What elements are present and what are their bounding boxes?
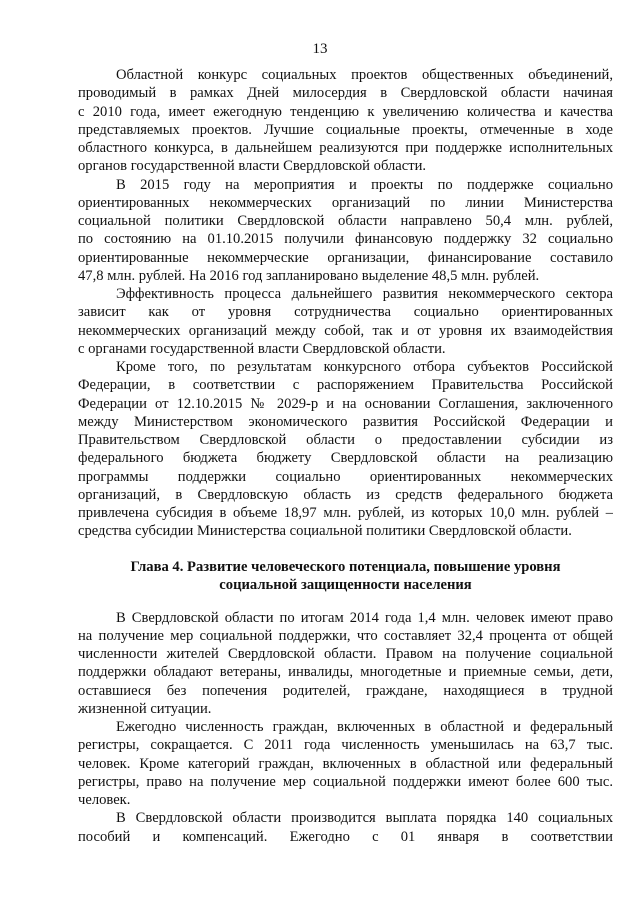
paragraph-line: федерального бюджета бюджету Свердловской области на реализацию	[78, 450, 613, 467]
paragraph-line: регистры, сокращается. С 2011 года численность уменьшилась на 63,7 тыс.	[78, 737, 613, 754]
paragraph-line: человек.	[78, 792, 131, 808]
paragraph	[78, 176, 613, 286]
paragraph-line: человек. Кроме категорий граждан, включенных в областной или федеральный	[78, 755, 613, 772]
paragraph	[78, 66, 613, 176]
document-body	[78, 66, 613, 846]
paragraph-line: Областной конкурс социальных проектов общественных объединений,	[116, 67, 613, 83]
paragraph-line: В Свердловской области производится выплата порядка 140 социальных	[116, 810, 613, 827]
paragraph-line: между Министерством экономического развития Российской Федерации и	[78, 413, 613, 430]
paragraph-line: зависит как от уровня сотрудничества социально ориентированных	[78, 304, 613, 321]
paragraph-line: некоммерческих организаций между собой, так и от уровня их взаимодействия	[78, 322, 613, 339]
paragraph-line: Федерации от 12.10.2015 № 2029-р и на основании Соглашения, заключенного	[78, 395, 613, 412]
paragraph-line: на получение мер социальной поддержки, что составляет 32,4 процента от общей	[78, 627, 613, 644]
paragraph-line: регистры, право на получение мер социальной поддержки имеют более 600 тыс.	[78, 773, 613, 790]
paragraph-line: Правительством Свердловской области о предоставлении субсидии из	[78, 432, 613, 448]
paragraph-line: оставшиеся без попечения родителей, граждане, находящиеся в трудной	[78, 682, 613, 699]
chapter-heading-line-1: Глава 4. Развитие человеческого потенциала, повышение уровня	[130, 558, 561, 575]
paragraph-line: с 2010 года, имеет ежегодную тенденцию к увеличению количества и качества	[78, 103, 613, 120]
paragraph-line: Эффективность процесса дальнейшего развития некоммерческого сектора	[116, 286, 613, 302]
paragraph-line: пособий и компенсаций. Ежегодно с 01 января в соответствии	[78, 828, 613, 845]
page-number: 13	[312, 41, 328, 57]
paragraph-line: жизненной ситуации.	[78, 700, 212, 717]
paragraph-line: поддержки обладают ветераны, инвалиды, многодетные и приемные семьи, дети,	[78, 664, 613, 681]
paragraph-line: областного конкурса, в дальнейшем реализуются при поддержке исполнительных	[78, 140, 613, 156]
paragraph	[78, 809, 613, 846]
chapter-heading-line-2: социальной защищенности населения	[219, 576, 472, 593]
paragraph-line: Кроме того, по результатам конкурсного отбора субъектов Российской	[116, 359, 613, 375]
paragraph-line: органов государственной власти Свердловской области.	[78, 158, 427, 175]
paragraph-line: В Свердловской области по итогам 2014 года 1,4 млн. человек имеют право	[116, 609, 613, 626]
paragraph	[78, 718, 613, 809]
paragraph-line: численности жителей Свердловской области. Правом на получение социальной	[78, 646, 613, 662]
paragraph-line: по состоянию на 01.10.2015 получили финансовую поддержку 32 социально	[78, 231, 613, 248]
paragraph	[78, 358, 613, 541]
paragraph-line: представляемых проектов. Лучшие социальные проекты, отмеченные в ходе	[78, 121, 613, 138]
paragraph-line: Федерации, в соответствии с распоряжением Правительства Российской	[78, 377, 613, 394]
section-social-projects	[78, 66, 613, 541]
paragraph-line: программы поддержки социально ориентированных некоммерческих	[78, 468, 613, 485]
section-social-support	[78, 609, 613, 846]
paragraph-line: организаций, в Свердловскую область из средств федерального бюджета	[78, 486, 613, 503]
paragraph-line: средства субсидии Министерства социальной политики Свердловской области.	[78, 523, 572, 540]
paragraph-line: привлечена субсидия в объеме 18,97 млн. рублей, из которых 10,0 млн. рублей –	[78, 505, 613, 521]
paragraph-line: социальной политики Свердловской области направлено 50,4 млн. рублей,	[78, 213, 613, 229]
paragraph-line: ориентированные некоммерческие организации, финансирование составило	[78, 249, 613, 266]
paragraph-line: Ежегодно численность граждан, включенных в областной и федеральный	[116, 719, 613, 735]
paragraph	[78, 609, 613, 719]
paragraph-line: с органами государственной власти Свердловской области.	[78, 340, 446, 357]
paragraph-line: ориентированных некоммерческих организаций по линии Министерства	[78, 194, 613, 211]
paragraph-line: В 2015 году на мероприятия и проекты по поддержке социально	[116, 176, 613, 193]
paragraph-line: 47,8 млн. рублей. На 2016 год запланировано выделение 48,5 млн. рублей.	[78, 267, 540, 284]
chapter-heading	[78, 558, 613, 594]
paragraph-line: проводимый в рамках Дней милосердия в Свердловской области начиная	[78, 85, 613, 102]
paragraph	[78, 285, 613, 358]
